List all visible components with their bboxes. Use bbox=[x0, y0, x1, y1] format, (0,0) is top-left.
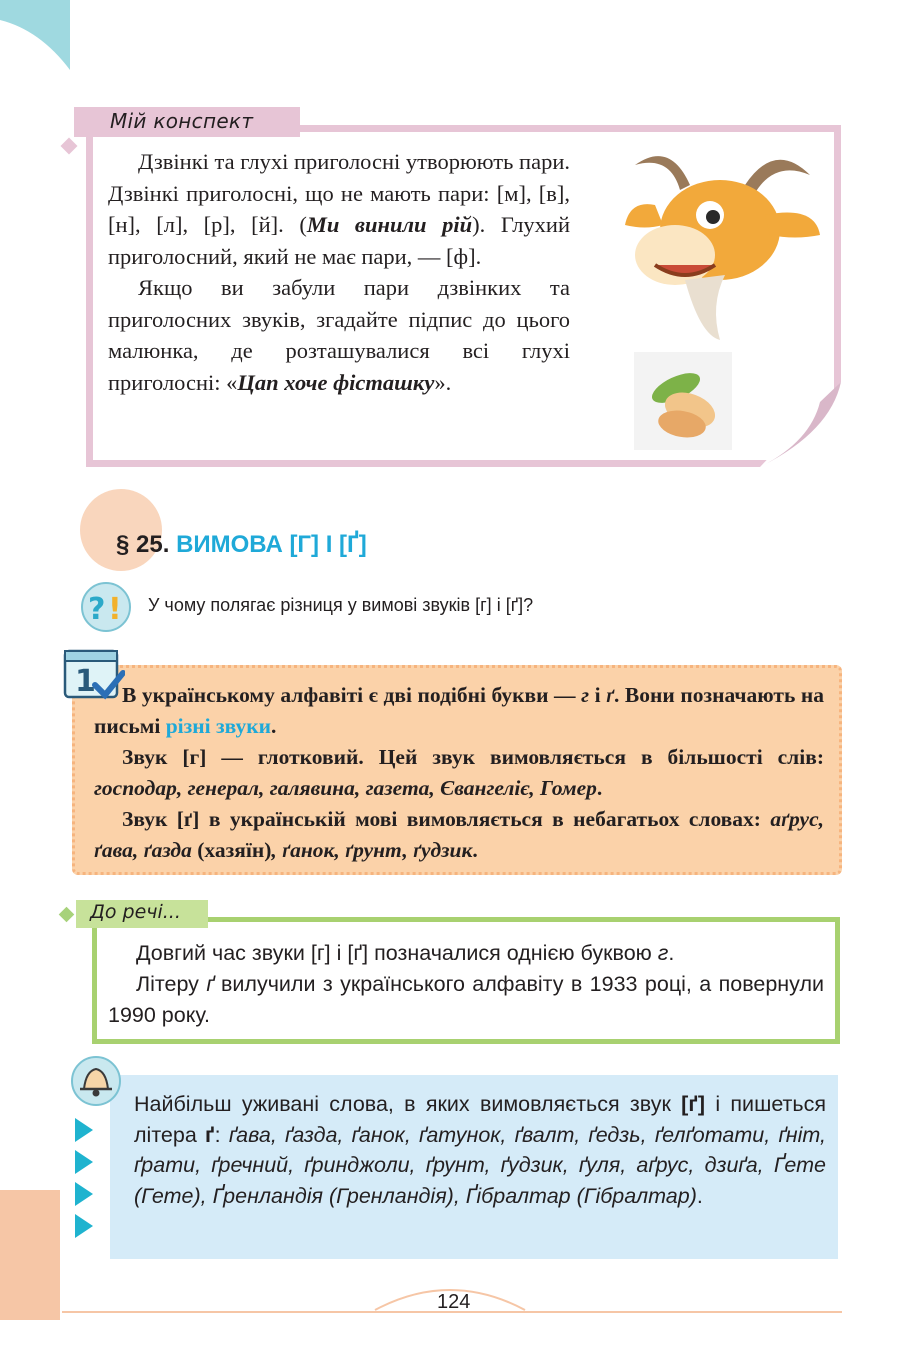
diamond-bullet bbox=[61, 138, 78, 155]
konspekt-paragraph-1: Дзвінкі та глухі приголосні утворюють пари. Дзвінкі приголосні, що не мають пари: [м], [в], [н], [л], [р], [й]. (Ми винили рій). Глухий приголосний, який не має пари, — [ф]. bbox=[108, 149, 570, 269]
triangle-marker bbox=[75, 1182, 93, 1206]
dorechi-paragraph-1: Довгий час звуки [г] і [ґ] позначалися однією буквою г. bbox=[136, 941, 675, 965]
pistachio-illustration bbox=[634, 352, 732, 450]
konspekt-text bbox=[108, 146, 570, 398]
svg-text:?: ? bbox=[88, 592, 106, 627]
dorechi-text bbox=[108, 938, 824, 1031]
konspekt-tab bbox=[74, 107, 300, 137]
corner-decoration-bottom bbox=[0, 1190, 60, 1320]
dorechi-tab-label: До речі... bbox=[90, 901, 181, 923]
triangle-marker bbox=[75, 1118, 93, 1142]
page-fold-decoration bbox=[760, 382, 841, 467]
rule-paragraph-3: Звук [ґ] в українській мові вимовляється в небагатьох словах: аґрус, ґава, ґазда (хазяїн), ґанок, ґрунт, ґудзик. bbox=[94, 807, 824, 862]
highlight-text: різні звуки bbox=[165, 714, 272, 738]
section-name: ВИМОВА [Г] І [Ґ] bbox=[176, 531, 367, 558]
goat-illustration bbox=[615, 145, 830, 345]
bell-icon bbox=[70, 1055, 122, 1107]
svg-text:1: 1 bbox=[75, 664, 96, 699]
dorechi-tab bbox=[76, 900, 208, 928]
bell-text: Найбільш уживані слова, в яких вимовляється звук [ґ] і пишеться літера ґ: ґава, ґазда, ґанок, ґатунок, ґвалт, ґедзь, ґелґотати, ґніт, ґрати, ґречний, ґринджоли, ґрунт, ґудзик, ґуля, аґрус, дзиґа, Ґете (Гете), Ґренландія (Гренландія), Ґібралтар (Гібралтар). bbox=[134, 1092, 826, 1208]
rule-paragraph-2: Звук [г] — глотковий. Цей звук вимовляється в більшості слів: господар, генерал, галявина, газета, Євангеліє, Гомер. bbox=[94, 745, 824, 800]
triangle-marker bbox=[75, 1150, 93, 1174]
triangle-marker bbox=[75, 1214, 93, 1238]
konspekt-tab-label: Мій конспект bbox=[110, 109, 254, 133]
page-number: 124 bbox=[437, 1291, 471, 1313]
dorechi-paragraph-2: Літеру ґ вилучили з українського алфавіту в 1933 році, а повернули 1990 року. bbox=[108, 972, 825, 1027]
section-title bbox=[116, 531, 367, 559]
rule-paragraph-1: В українському алфавіті є дві подібні букви — г і ґ. Вони позначають на письмі різні звуки. bbox=[94, 683, 824, 738]
rule-text bbox=[94, 680, 824, 866]
question-text: У чому полягає різниця у вимові звуків [г] і [ґ]? bbox=[148, 595, 534, 615]
corner-decoration-top bbox=[0, 0, 70, 80]
konspekt-paragraph-2: Якщо ви забули пари дзвінких та приголосних звуків, згадайте підпис до цього малюнка, де розташувалися всі глухі приголосні: «Цап хоче фісташку». bbox=[108, 275, 570, 395]
diamond-bullet bbox=[59, 907, 75, 923]
word-list: ґава, ґазда, ґанок, ґатунок, ґвалт, ґедзь, ґелґотати, ґніт, ґрати, ґречний, ґринджоли, ґрунт, ґудзик, ґуля, аґрус, дзиґа, Ґете (Гете), Ґренландія (Гренландія), Ґібралтар (Гібралтар) bbox=[134, 1122, 826, 1208]
question-exclamation-icon bbox=[80, 581, 132, 633]
section-number: § 25. bbox=[116, 531, 170, 558]
svg-text:!: ! bbox=[108, 592, 122, 627]
